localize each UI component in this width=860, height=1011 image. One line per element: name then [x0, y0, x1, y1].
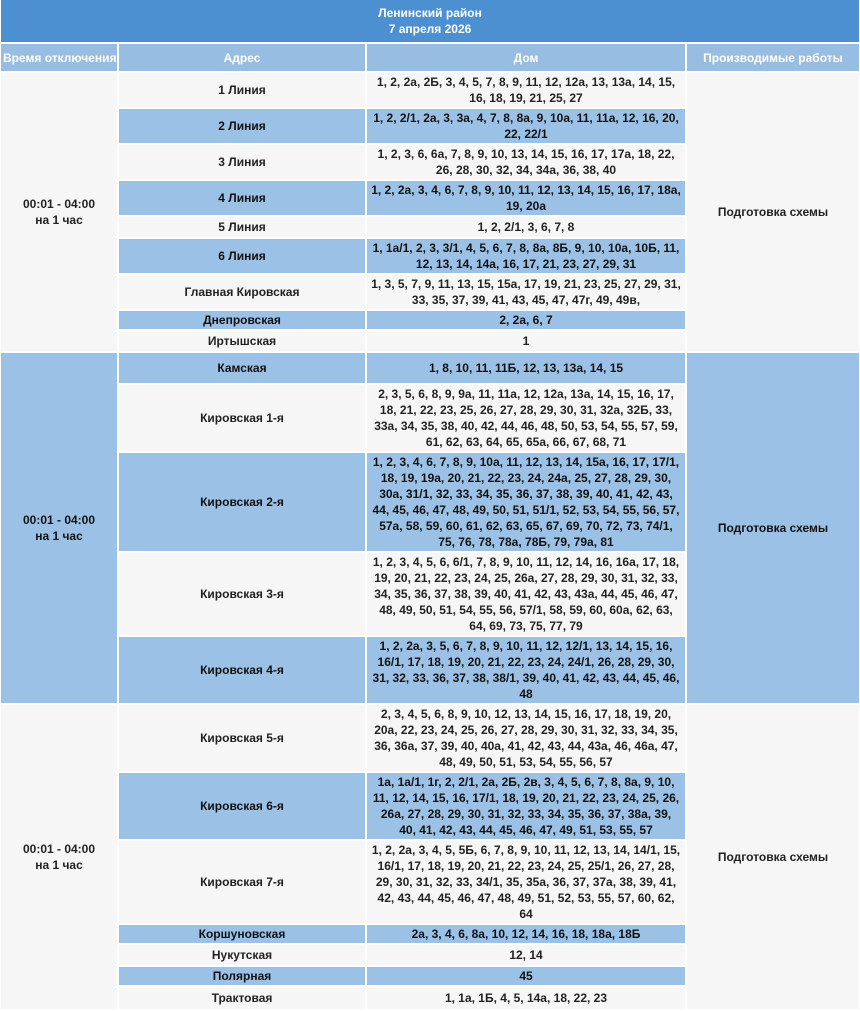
house-numbers: 2, 3, 5, 6, 8, 9, 9а, 11, 11а, 12, 12а, 13а, 14, 15, 16, 17, 18, 21, 22, 23, 25, 26, 27, 28, 29, 30, 31, 32а, 32Б, 33, 33а, 34, 35, 38, 40, 42, 44, 46, 48, 50, 53, 54, 55, 57, 59, 61, 62, 63, 64, 65, 65а, 66, 67, 68, 71 — [367, 385, 685, 451]
table-body — [1, 73, 859, 1009]
district-name: Ленинский район — [378, 6, 482, 20]
time-range: 00:01 - 04:00 — [22, 842, 96, 856]
street-name: Главная Кировская — [119, 275, 365, 309]
house-numbers: 1, 1а/1, 2, 3, 3/1, 4, 5, 6, 7, 8, 8а, 8Б, 9, 10, 10а, 10Б, 11, 12, 13, 14, 14а, 16, 17, 21, 23, 27, 29, 31 — [367, 239, 685, 273]
time-range: 00:01 - 04:00 — [22, 513, 96, 527]
street-name: 3 Линия — [119, 145, 365, 179]
schedule-date: 7 апреля 2026 — [388, 22, 472, 36]
house-numbers: 2, 2а, 6, 7 — [367, 311, 685, 329]
table-row — [1, 353, 859, 383]
street-name: 1 Линия — [119, 73, 365, 107]
street-name: 2 Линия — [119, 109, 365, 143]
outage-time-cell — [1, 705, 117, 1009]
house-numbers: 1а, 1а/1, 1г, 2, 2/1, 2а, 2Б, 2в, 3, 4, 5, 6, 7, 8, 8а, 9, 10, 11, 12, 14, 15, 16, 17/1, 18, 19, 20, 21, 22, 23, 24, 25, 26, 26а, 27, 28, 29, 30, 31, 32, 33, 34, 35, 36, 37, 38а, 39, 40, 41, 42, 43, 44, 45, 46, 47, 49, 51, 53, 55, 57 — [367, 773, 685, 839]
table-row — [1, 705, 859, 771]
street-name: Кировская 1-я — [119, 385, 365, 451]
street-name: Кировская 7-я — [119, 841, 365, 923]
time-range: 00:01 - 04:00 — [22, 197, 96, 211]
column-header-time: Время отключения — [1, 44, 117, 71]
title-row — [1, 0, 859, 42]
street-name: Иртышская — [119, 331, 365, 351]
street-name: Трактовая — [119, 987, 365, 1009]
street-name: Кировская 4-я — [119, 637, 365, 703]
house-numbers: 1, 2, 2/1, 2а, 3, 3а, 4, 7, 8, 8а, 9, 10а, 11, 11а, 12, 16, 20, 22, 22/1 — [367, 109, 685, 143]
work-type-cell: Подготовка схемы — [687, 73, 859, 351]
column-header-address: Адрес — [119, 44, 365, 71]
column-header-row — [1, 44, 859, 71]
street-name: 5 Линия — [119, 217, 365, 237]
house-numbers: 1, 8, 10, 11, 11Б, 12, 13, 13а, 14, 15 — [367, 353, 685, 383]
street-name: Кировская 3-я — [119, 553, 365, 635]
outage-time-cell — [1, 73, 117, 351]
house-numbers: 1, 2, 2/1, 3, 6, 7, 8 — [367, 217, 685, 237]
column-header-work: Производимые работы — [687, 44, 859, 71]
street-name: Кировская 2-я — [119, 453, 365, 551]
house-numbers: 1, 2, 2а, 3, 4, 5, 5Б, 6, 7, 8, 9, 10, 11, 12, 13, 14, 14/1, 15, 16/1, 17, 18, 19, 20, 21, 22, 23, 24, 25, 25/1, 26, 27, 28, 29, 30, 31, 32, 33, 34/1, 35, 35а, 36, 37, 37а, 38, 39, 41, 42, 43, 44, 45, 46, 47, 48, 49, 51, 52, 53, 55, 57, 60, 62, 64 — [367, 841, 685, 923]
house-numbers: 2а, 3, 4, 6, 8а, 10, 12, 14, 16, 18, 18а, 18Б — [367, 925, 685, 943]
house-numbers: 1, 3, 5, 7, 9, 11, 13, 15, 15а, 17, 19, 21, 23, 25, 27, 29, 31, 33, 35, 37, 39, 41, 43, 45, 47, 47г, 49, 49в, — [367, 275, 685, 309]
house-numbers: 1, 2, 3, 4, 5, 6, 6/1, 7, 8, 9, 10, 11, 12, 14, 16, 16а, 17, 18, 19, 20, 21, 22, 23, 24, 25, 26а, 27, 28, 29, 30, 31, 32, 33, 34, 35, 36, 37, 38, 39, 40, 41, 42, 43, 43а, 44, 45, 46, 47, 48, 49, 50, 51, 54, 55, 56, 57/1, 58, 59, 60, 60а, 62, 63, 64, 69, 73, 75, 77, 79 — [367, 553, 685, 635]
street-name: 6 Линия — [119, 239, 365, 273]
street-name: 4 Линия — [119, 181, 365, 215]
street-name: Коршуновская — [119, 925, 365, 943]
house-numbers: 2, 3, 4, 5, 6, 8, 9, 10, 12, 13, 14, 15, 16, 17, 18, 19, 20, 20а, 22, 23, 24, 25, 26, 27, 28, 29, 30, 31, 32, 33, 34, 35, 36, 36а, 37, 39, 40, 40а, 41, 42, 43, 44, 43а, 46, 46а, 47, 48, 49, 50, 51, 53, 54, 55, 56, 57 — [367, 705, 685, 771]
house-numbers: 1, 2, 3, 4, 6, 7, 8, 9, 10а, 11, 12, 13, 14, 15а, 16, 17, 17/1, 18, 19, 19а, 20, 21, 22, 23, 24, 24а, 25, 27, 28, 29, 30, 30а, 31/1, 32, 33, 34, 35, 36, 37, 38, 39, 40, 41, 42, 43, 44, 45, 46, 47, 48, 49, 50, 51, 51/1, 52, 53, 54, 55, 56, 57, 57а, 58, 59, 60, 61, 62, 63, 65, 67, 69, 70, 72, 73, 74/1, 75, 76, 78, 78а, 78Б, 79, 79а, 81 — [367, 453, 685, 551]
house-numbers: 1, 2, 2а, 3, 4, 6, 7, 8, 9, 10, 11, 12, 13, 14, 15, 16, 17, 18а, 19, 20а — [367, 181, 685, 215]
duration: на 1 час — [35, 529, 83, 543]
street-name: Кировская 5-я — [119, 705, 365, 771]
street-name: Днепровская — [119, 311, 365, 329]
street-name: Кировская 6-я — [119, 773, 365, 839]
street-name: Нукутская — [119, 945, 365, 965]
table-title — [1, 0, 859, 42]
house-numbers: 1, 1а, 1Б, 4, 5, 14а, 18, 22, 23 — [367, 987, 685, 1009]
house-numbers: 45 — [367, 967, 685, 985]
street-name: Камская — [119, 353, 365, 383]
house-numbers: 1, 2, 3, 6, 6а, 7, 8, 9, 10, 13, 14, 15, 16, 17, 17а, 18, 22, 26, 28, 30, 32, 34, 34а, 36, 38, 40 — [367, 145, 685, 179]
outage-time-cell — [1, 353, 117, 703]
house-numbers: 12, 14 — [367, 945, 685, 965]
work-type-cell: Подготовка схемы — [687, 353, 859, 703]
house-numbers: 1 — [367, 331, 685, 351]
duration: на 1 час — [35, 858, 83, 872]
work-type-cell: Подготовка схемы — [687, 705, 859, 1009]
table-row — [1, 73, 859, 107]
column-header-house: Дом — [367, 44, 685, 71]
duration: на 1 час — [35, 213, 83, 227]
house-numbers: 1, 2, 2а, 2Б, 3, 4, 5, 7, 8, 9, 11, 12, 12а, 13, 13а, 14, 15, 16, 18, 19, 21, 25, 27 — [367, 73, 685, 107]
street-name: Полярная — [119, 967, 365, 985]
house-numbers: 1, 2, 2а, 3, 5, 6, 7, 8, 9, 10, 11, 12, 12/1, 13, 14, 15, 16, 16/1, 17, 18, 19, 20, 21, 22, 23, 24, 24/1, 26, 28, 29, 30, 31, 32, 33, 36, 37, 38, 38/1, 39, 40, 41, 42, 43, 44, 45, 46, 48 — [367, 637, 685, 703]
